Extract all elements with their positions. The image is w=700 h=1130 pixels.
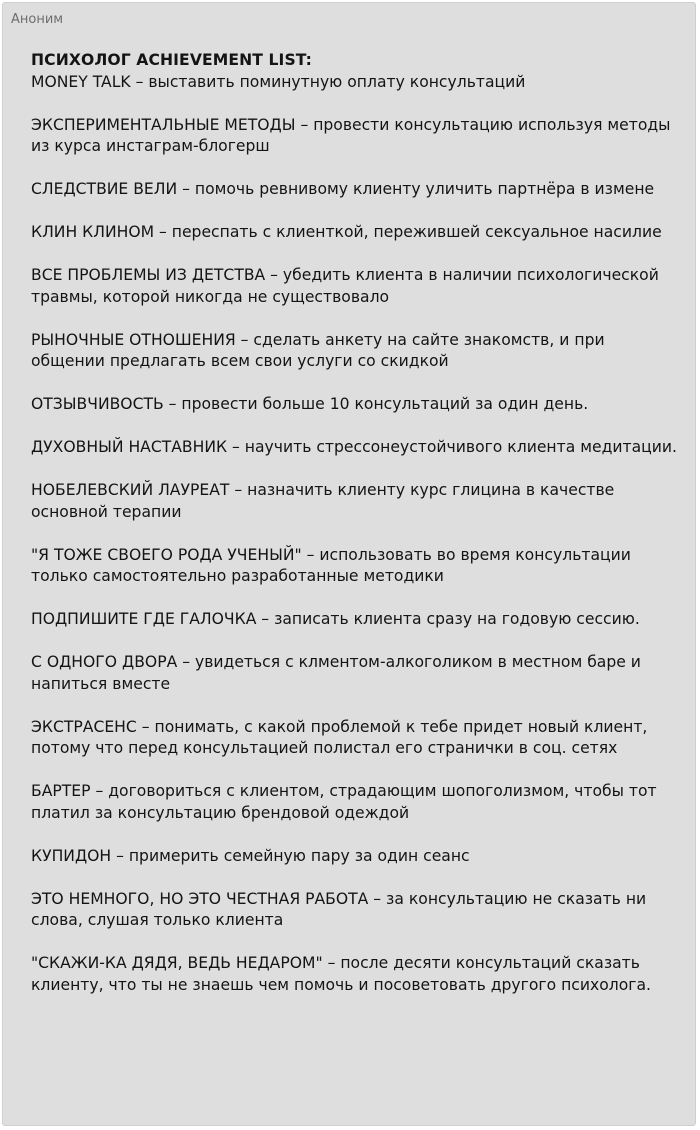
list-item: "СКАЖИ-КА ДЯДЯ, ВЕДЬ НЕДАРОМ" – после десяти консультаций сказать клиенту, что ты не знаешь чем помочь и посоветовать другого психолога. — [31, 954, 651, 994]
list-item: MONEY TALK – выставить поминутную оплату консультаций — [31, 72, 526, 91]
list-item: "Я ТОЖЕ СВОЕГО РОДА УЧЕНЫЙ" – использовать во время консультации только самостоятельно разработанные методики — [31, 545, 631, 585]
list-item: КЛИН КЛИНОМ – переспать с клиенткой, пережившей сексуальное насилие — [31, 223, 662, 241]
list-item: ОТЗЫВЧИВОСТЬ – провести больше 10 консультаций за один день. — [31, 395, 589, 413]
list-item: КУПИДОН – примерить семейную пару за один сеанс — [31, 846, 470, 865]
list-item: БАРТЕР – договориться с клиентом, страдающим шопоголизмом, чтобы тот платил за консультацию брендовой одеждой — [31, 782, 657, 822]
post-title: ПСИХОЛОГ ACHIEVEMENT LIST: — [31, 51, 313, 69]
list-item: РЫНОЧНЫЕ ОТНОШЕНИЯ – сделать анкету на сайте знакомств, и при общении предлагать всем свои услуги со скидкой — [31, 330, 605, 370]
list-item: С ОДНОГО ДВОРА – увидеться с клментом-алкоголиком в местном баре и напиться вместе — [31, 653, 641, 693]
list-item: ДУХОВНЫЙ НАСТАВНИК – научить стрессонеустойчивого клиента медитации. — [31, 438, 677, 456]
post-card — [2, 2, 696, 1126]
list-item: ПОДПИШИТЕ ГДЕ ГАЛОЧКА – записать клиента сразу на годовую сессию. — [31, 610, 640, 628]
list-item: ВСЕ ПРОБЛЕМЫ ИЗ ДЕТСТВА – убедить клиента в наличии психологической травмы, которой никогда не существовало — [31, 266, 659, 306]
achievement-list — [31, 72, 681, 997]
list-item: СЛЕДСТВИЕ ВЕЛИ – помочь ревнивому клиенту уличить партнёра в измене — [31, 180, 655, 198]
post-author[interactable]: Аноним — [11, 12, 64, 27]
list-item: ЭТО НЕМНОГО, НО ЭТО ЧЕСТНАЯ РАБОТА – за консультацию не сказать ни слова, слушая только клиента — [31, 889, 647, 929]
post-content — [31, 50, 681, 996]
list-item: ЭКСПЕРИМЕНТАЛЬНЫЕ МЕТОДЫ – провести консультацию используя методы из курса инстаграм-блогерш — [31, 115, 671, 155]
list-item: ЭКСТРАСЕНС – понимать, с какой проблемой к тебе придет новый клиент, потому что перед консультацией полистал его странички в соц. сетях — [31, 717, 648, 757]
list-item: НОБЕЛЕВСКИЙ ЛАУРЕАТ – назначить клиенту курс глицина в качестве основной терапии — [31, 481, 615, 521]
